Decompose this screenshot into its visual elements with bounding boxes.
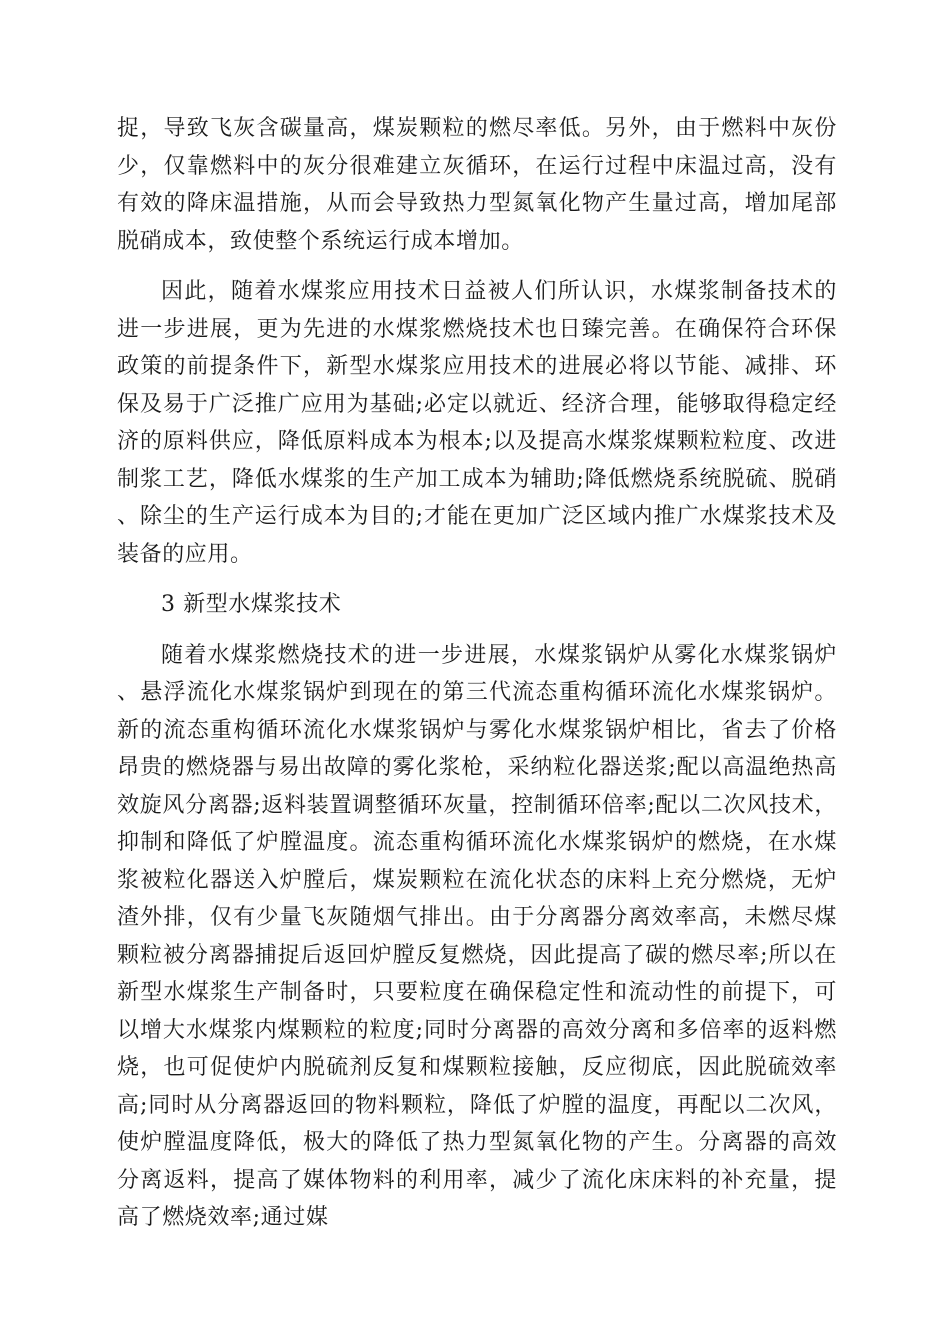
section-heading: 3 新型水煤浆技术 (161, 592, 342, 617)
paragraph-continued: 捉，导致飞灰含碳量高，煤炭颗粒的燃尽率低。另外，由于燃料中灰份少，仅靠燃料中的灰分很难建立灰循环，在运行过程中床温过高，没有有效的降床温措施，从而会导致热力型氮氧化物产生量过高，增加尾部脱硝成本，致使整个系统运行成本增加。 (117, 116, 837, 254)
paragraph-section-body: 随着水煤浆燃烧技术的进一步进展，水煤浆锅炉从雾化水煤浆锅炉、悬浮流化水煤浆锅炉到现在的第三代流态重构循环流化水煤浆锅炉。新的流态重构循环流化水煤浆锅炉与雾化水煤浆锅炉相比，省去了价格昂贵的燃烧器与易出故障的雾化浆枪，采纳粒化器送浆;配以高温绝热高效旋风分离器;返料装置调整循环灰量，控制循环倍率;配以二次风技术，抑制和降低了炉膛温度。流态重构循环流化水煤浆锅炉的燃烧，在水煤浆被粒化器送入炉膛后，煤炭颗粒在流化状态的床料上充分燃烧，无炉渣外排，仅有少量飞灰随烟气排出。由于分离器分离效率高，未燃尽煤颗粒被分离器捕捉后返回炉膛反复燃烧，因此提高了碳的燃尽率;所以在新型水煤浆生产制备时，只要粒度在确保稳定性和流动性的前提下，可以增大水煤浆内煤颗粒的粒度;同时分离器的高效分离和多倍率的返料燃烧，也可促使炉内脱硫剂反复和煤颗粒接触，反应彻底，因此脱硫效率高;同时从分离器返回的物料颗粒，降低了炉膛的温度，再配以二次风，使炉膛温度降低，极大的降低了热力型氮氧化物的产生。分离器的高效分离返料，提高了媒体物料的利用率，减少了流化床床料的补充量，提高了燃烧效率;通过媒 (117, 642, 837, 1230)
paragraph-conclusion: 因此，随着水煤浆应用技术日益被人们所认识，水煤浆制备技术的进一步进展，更为先进的水煤浆燃烧技术也日臻完善。在确保符合环保政策的前提条件下，新型水煤浆应用技术的进展必将以节能、减排、环保及易于广泛推广应用为基础;必定以就近、经济合理，能够取得稳定经济的原料供应，降低原料成本为根本;以及提高水煤浆煤颗粒粒度、改进制浆工艺，降低水煤浆的生产加工成本为辅助;降低燃烧系统脱硫、脱硝、除尘的生产运行成本为目的;才能在更加广泛区域内推广水煤浆技术及装备的应用。 (117, 279, 837, 567)
document-body (117, 110, 837, 1237)
